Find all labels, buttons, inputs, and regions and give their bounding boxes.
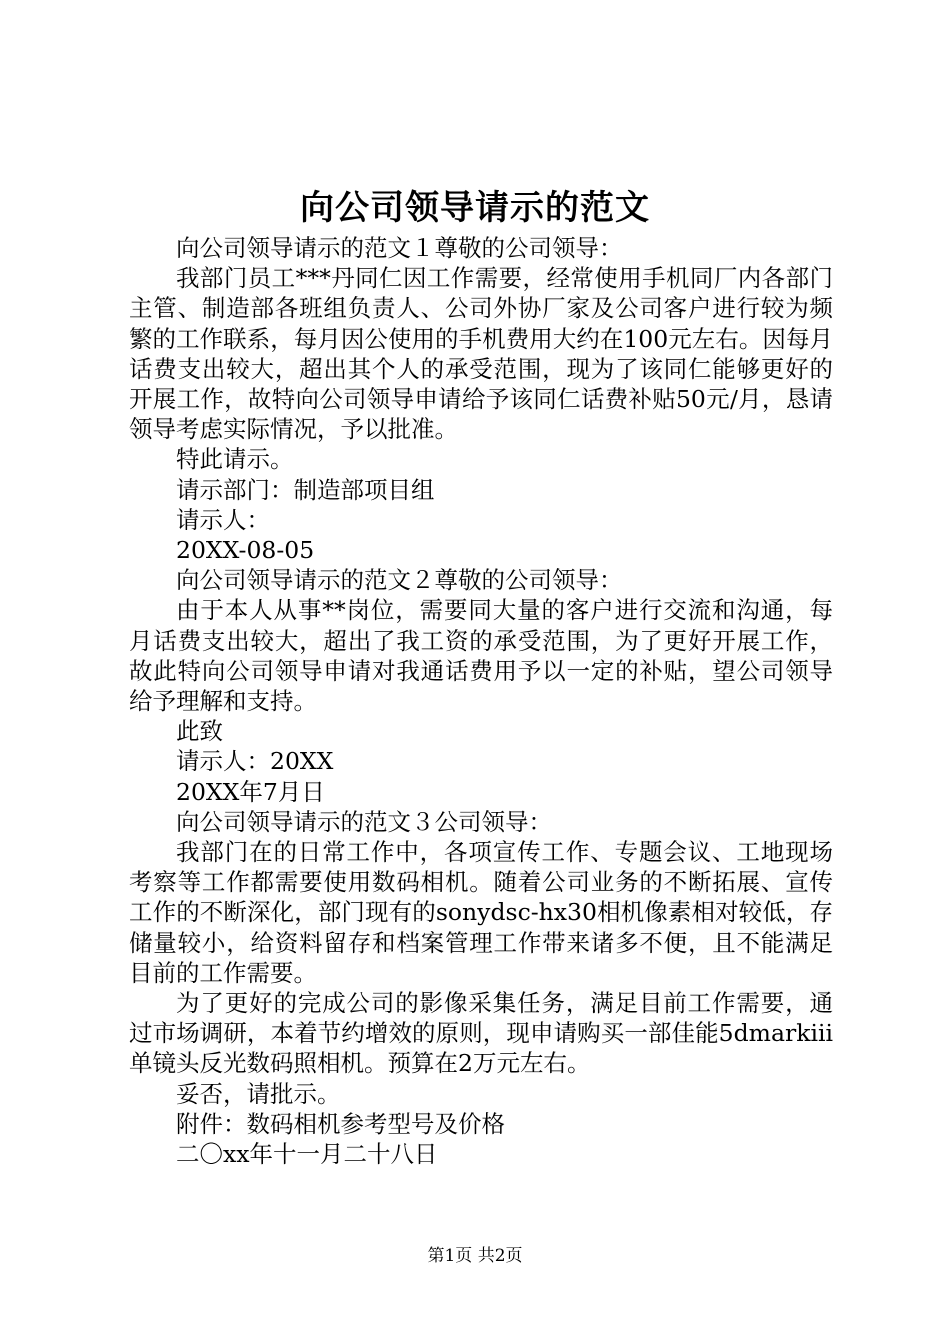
paragraph-3: 特此请示。	[176, 445, 294, 474]
paragraph-4: 请示部门：制造部项目组	[176, 475, 435, 504]
paragraph-8: 由于本人从事**岗位，需要同大量的客户进行交流和沟通，每月话费支出较大，超出了我工资的承受范围，为了更好开展工作，故此特向公司领导申请对我通话费用予以一定的补贴，望公司领导给予理解和支持。	[129, 596, 833, 716]
document-title: 向公司领导请示的范文	[300, 188, 650, 228]
document-body	[129, 233, 833, 1169]
paragraph-15: 妥否，请批示。	[176, 1079, 341, 1108]
paragraph-13: 我部门在的日常工作中，各项宣传工作、专题会议、工地现场考察等工作都需要使用数码相机。随着公司业务的不断拓展、宣传工作的不断深化，部门现有的sonydsc-hx30相机像素相对较低，存储量较小，给资料留存和档案管理工作带来诸多不便，且不能满足目前的工作需要。	[129, 838, 833, 987]
page-footer	[0, 1244, 950, 1268]
page-indicator: 第1页 共2页	[427, 1246, 523, 1266]
paragraph-10: 请示人：20XX	[176, 747, 334, 776]
paragraph-14: 为了更好的完成公司的影像采集任务，满足目前工作需要，通过市场调研，本着节约增效的原则，现申请购买一部佳能5dmarkiii单镜头反光数码照相机。预算在2万元左右。	[129, 989, 833, 1078]
paragraph-5: 请示人：	[176, 505, 270, 534]
paragraph-11: 20XX年7月日	[176, 777, 325, 806]
paragraph-16: 附件：数码相机参考型号及价格	[176, 1109, 505, 1138]
paragraph-17: 二〇xx年十一月二十八日	[176, 1140, 438, 1169]
paragraph-1: 向公司领导请示的范文１尊敬的公司领导：	[176, 234, 623, 262]
paragraph-9: 此致	[176, 717, 223, 746]
paragraph-7: 向公司领导请示的范文２尊敬的公司领导：	[176, 566, 623, 595]
paragraph-12: 向公司领导请示的范文３公司领导：	[176, 807, 552, 836]
paragraph-6: 20XX-08-05	[176, 536, 315, 565]
paragraph-2: 我部门员工***丹同仁因工作需要，经常使用手机同厂内各部门主管、制造部各班组负责人、公司外协厂家及公司客户进行较为频繁的工作联系，每月因公使用的手机费用大约在100元左右。因每月话费支出较大，超出其个人的承受范围，现为了该同仁能够更好的开展工作，故特向公司领导申请给予该同仁话费补贴50元/月，恳请领导考虑实际情况，予以批准。	[129, 264, 833, 444]
